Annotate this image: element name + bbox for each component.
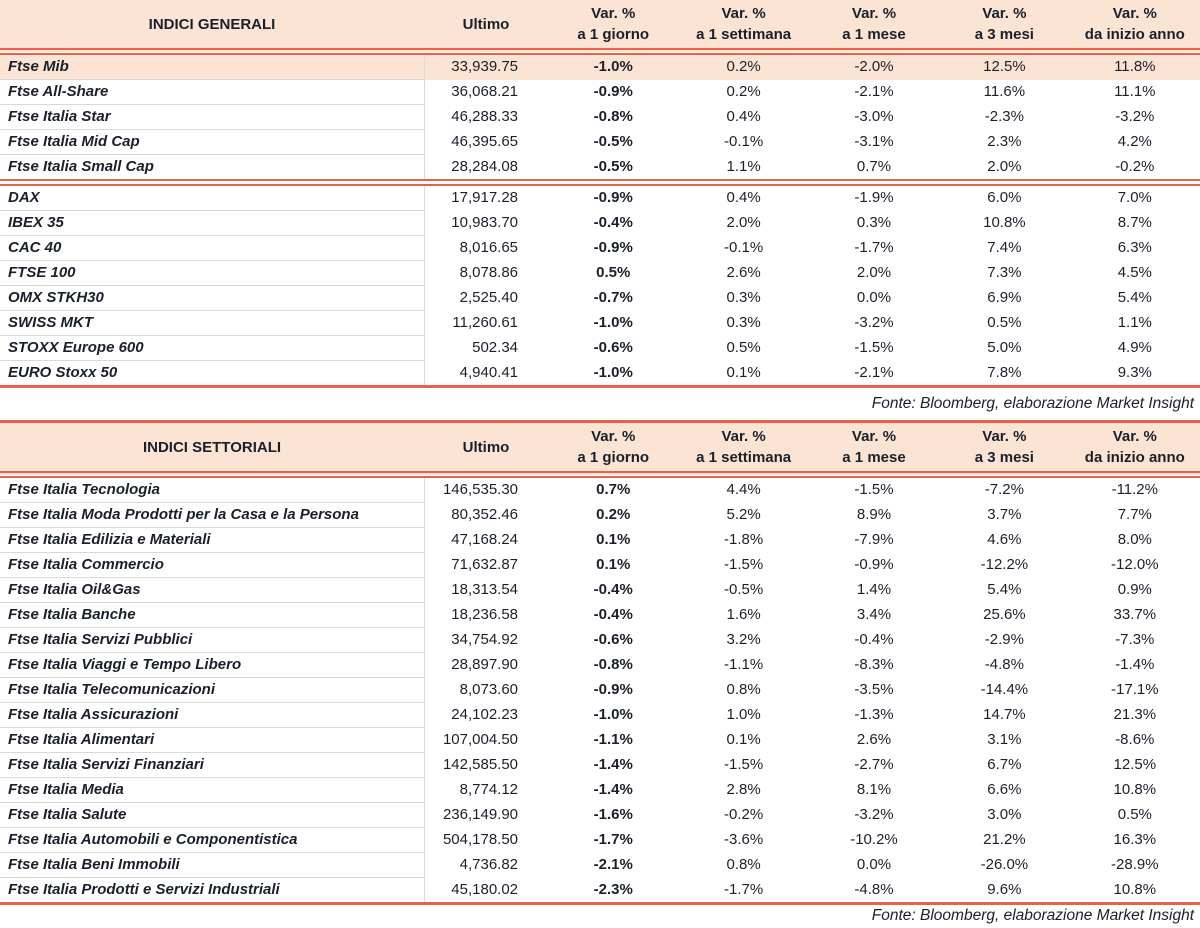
table-row	[0, 311, 1200, 336]
var-1month-cell: -3.5%	[854, 681, 894, 698]
var-ytd-cell: -0.2%	[1115, 157, 1155, 175]
var-1day-cell: -1.1%	[593, 731, 633, 748]
index-name-cell: Ftse Italia Telecomunicazioni	[0, 678, 424, 703]
var-1week-cell: 0.4%	[726, 108, 761, 125]
var-3month-cell: 0.5%	[987, 314, 1022, 331]
index-name-cell: Ftse Italia Salute	[0, 803, 424, 828]
index-name-cell: Ftse Italia Servizi Finanziari	[0, 753, 424, 778]
var-ytd-cell: 7.0%	[1070, 183, 1200, 211]
header-row	[0, 422, 1200, 475]
var-label: Var. %	[982, 428, 1027, 445]
var-3month-cell: 6.6%	[987, 781, 1022, 798]
period-label: a 1 mese	[842, 26, 906, 43]
var-1week-cell: 1.1%	[726, 157, 761, 175]
var-1week-cell: -1.7%	[678, 878, 808, 904]
var-1week-cell: 0.3%	[726, 289, 761, 306]
var-1week-cell: 0.1%	[726, 731, 761, 748]
var-1week-cell: -0.1%	[724, 133, 764, 150]
var-ytd-cell: -3.2%	[1115, 108, 1155, 125]
index-name-cell: Ftse Italia Edilizia e Materiali	[0, 528, 424, 553]
var-1week-cell: 2.6%	[726, 264, 761, 281]
column-header-var-ytd	[1070, 0, 1200, 52]
var-1month-cell: 1.4%	[856, 581, 892, 598]
var-ytd-cell: 16.3%	[1113, 831, 1157, 848]
period-label: da inizio anno	[1084, 449, 1185, 466]
index-name-cell: Ftse Italia Automobili e Componentistica	[0, 828, 424, 853]
column-header-var-1m	[809, 422, 939, 475]
column-header-var-1g	[548, 422, 678, 475]
var-1month-cell: -3.2%	[854, 806, 894, 823]
var-ytd-cell: 33.7%	[1113, 606, 1157, 623]
var-1week-cell: 3.2%	[726, 631, 761, 648]
ultimo-value-cell: 28,284.08	[451, 157, 519, 175]
var-1month-cell: -3.2%	[854, 314, 894, 331]
var-1month-cell: 8.9%	[856, 506, 892, 523]
table-row	[0, 578, 1200, 603]
indici-settoriali-rows	[0, 475, 1200, 904]
var-1day-cell: -0.9%	[548, 183, 678, 211]
var-1day-cell: -1.0%	[548, 361, 678, 387]
period-label: a 1 giorno	[577, 449, 650, 466]
index-name-cell: Ftse Italia Servizi Pubblici	[0, 628, 424, 653]
var-1month-cell: -2.1%	[854, 83, 894, 100]
period-label: a 3 mesi	[974, 26, 1034, 43]
var-1week-cell: -1.1%	[724, 656, 764, 673]
table-row	[0, 52, 1200, 80]
var-1day-cell: -0.4%	[593, 606, 633, 623]
var-ytd-cell: 4.5%	[1117, 264, 1152, 281]
ultimo-value-cell: 504,178.50	[442, 831, 519, 848]
var-label: Var. %	[591, 428, 636, 445]
var-label: Var. %	[591, 5, 636, 22]
var-ytd-cell: 12.5%	[1113, 756, 1157, 773]
var-3month-cell: 14.7%	[983, 706, 1026, 723]
index-name-cell: Ftse Italia Banche	[0, 603, 424, 628]
var-1week-cell: 0.2%	[678, 52, 808, 80]
var-1month-cell: 3.4%	[856, 606, 892, 623]
index-name-cell: STOXX Europe 600	[0, 336, 424, 361]
var-1day-cell: -0.8%	[593, 108, 633, 125]
var-1month-cell: -4.8%	[809, 878, 939, 904]
var-ytd-cell: -28.9%	[1111, 856, 1159, 873]
table-row	[0, 678, 1200, 703]
var-ytd-cell: 7.7%	[1117, 506, 1152, 523]
source-note: Fonte: Bloomberg, elaborazione Market Insight	[871, 907, 1194, 924]
ultimo-value-cell: 11,260.61	[452, 314, 519, 331]
var-1week-cell: -1.5%	[724, 556, 764, 573]
var-1week-cell: 2.0%	[726, 214, 761, 231]
index-name-cell: Ftse Italia Prodotti e Servizi Industriali	[0, 878, 424, 904]
var-1day-cell: -0.5%	[593, 157, 633, 175]
table-row	[0, 728, 1200, 753]
var-3month-cell: 10.8%	[983, 214, 1026, 231]
table-row	[0, 155, 1200, 183]
var-1day-cell: -1.4%	[593, 756, 633, 773]
table-row	[0, 528, 1200, 553]
period-label: a 1 settimana	[696, 26, 792, 43]
ultimo-value-cell: 45,180.02	[424, 878, 548, 904]
var-3month-cell: -2.3%	[984, 108, 1024, 125]
var-1day-cell: -1.4%	[593, 781, 633, 798]
column-header-ultimo: Ultimo	[424, 422, 548, 475]
var-1week-cell: 0.2%	[726, 83, 761, 100]
var-1month-cell: 0.0%	[856, 856, 892, 873]
var-1day-cell: -0.7%	[593, 289, 633, 306]
var-ytd-cell: -8.6%	[1115, 731, 1155, 748]
var-ytd-cell: 11.1%	[1114, 83, 1156, 100]
column-header-var-1m	[809, 0, 939, 52]
var-ytd-cell: -12.0%	[1111, 556, 1159, 573]
var-3month-cell: -2.9%	[984, 631, 1024, 648]
var-ytd-cell: 11.8%	[1070, 52, 1200, 80]
period-label: a 1 mese	[842, 449, 906, 466]
table-row	[0, 475, 1200, 503]
table-row	[0, 653, 1200, 678]
index-name-cell: Ftse Italia Viaggi e Tempo Libero	[0, 653, 424, 678]
var-1day-cell: -1.0%	[593, 314, 633, 331]
var-3month-cell: 6.7%	[987, 756, 1022, 773]
var-3month-cell: -14.4%	[980, 681, 1029, 698]
var-1day-cell: 0.7%	[596, 481, 631, 499]
var-ytd-cell: -7.3%	[1115, 631, 1155, 648]
var-ytd-cell: 5.4%	[1117, 289, 1152, 306]
var-ytd-cell: -11.2%	[1111, 481, 1158, 499]
var-3month-cell: 6.9%	[987, 289, 1022, 306]
var-3month-cell: -12.2%	[980, 556, 1029, 573]
column-header-var-3m	[939, 0, 1069, 52]
var-1week-cell: 4.4%	[726, 481, 761, 499]
table-row	[0, 753, 1200, 778]
var-ytd-cell: -1.4%	[1115, 656, 1155, 673]
var-1week-cell: 1.0%	[726, 706, 761, 723]
var-1day-cell: -0.5%	[593, 133, 633, 150]
var-label: Var. %	[1112, 428, 1157, 445]
indici-generali-header	[0, 0, 1200, 52]
var-1day-cell: 0.2%	[596, 506, 631, 523]
var-3month-cell: 6.0%	[939, 183, 1069, 211]
ultimo-value-cell: 36,068.21	[451, 83, 519, 100]
ultimo-value-cell: 8,774.12	[459, 781, 519, 798]
var-1day-cell: -0.6%	[593, 631, 633, 648]
var-ytd-cell: 0.5%	[1117, 806, 1152, 823]
var-1month-cell: 8.1%	[856, 781, 892, 798]
column-header-ultimo: Ultimo	[424, 0, 548, 52]
table-row	[0, 105, 1200, 130]
var-ytd-cell: 0.9%	[1117, 581, 1152, 598]
var-1day-cell: -2.1%	[593, 856, 633, 873]
table-row	[0, 778, 1200, 803]
index-name-cell: Ftse Italia Alimentari	[0, 728, 424, 753]
indici-generali-rows	[0, 52, 1200, 387]
column-header-var-1g	[548, 0, 678, 52]
var-label: Var. %	[851, 428, 897, 445]
var-3month-cell: 12.5%	[939, 52, 1069, 80]
table-row	[0, 286, 1200, 311]
var-1month-cell: 0.7%	[856, 157, 892, 175]
var-1day-cell: -0.9%	[593, 681, 633, 698]
column-header-var-1s	[678, 422, 808, 475]
index-name-cell: IBEX 35	[0, 211, 424, 236]
ultimo-value-cell: 17,917.28	[424, 183, 548, 211]
var-1month-cell: -2.1%	[809, 361, 939, 387]
var-1week-cell: -0.2%	[724, 806, 764, 823]
ultimo-value-cell: 8,016.65	[459, 239, 519, 256]
ultimo-value-cell: 2,525.40	[459, 289, 519, 306]
var-3month-cell: 21.2%	[983, 831, 1026, 848]
var-3month-cell: 2.3%	[987, 133, 1022, 150]
table-row	[0, 603, 1200, 628]
var-ytd-cell: 21.3%	[1113, 706, 1157, 723]
header-row	[0, 0, 1200, 52]
index-name-cell: CAC 40	[0, 236, 424, 261]
var-1week-cell: -1.5%	[724, 756, 764, 773]
var-1day-cell: -1.0%	[548, 52, 678, 80]
var-3month-cell: 4.6%	[987, 531, 1022, 548]
var-1month-cell: -3.1%	[854, 133, 894, 150]
var-3month-cell: 2.0%	[987, 157, 1022, 175]
table-row	[0, 553, 1200, 578]
var-1month-cell: -1.7%	[854, 239, 894, 256]
var-3month-cell: 7.8%	[939, 361, 1069, 387]
var-1month-cell: -1.9%	[809, 183, 939, 211]
table-row	[0, 183, 1200, 211]
var-3month-cell: 9.6%	[939, 878, 1069, 904]
index-name-cell: Ftse Italia Media	[0, 778, 424, 803]
var-1week-cell: -3.6%	[724, 831, 764, 848]
index-name-cell: Ftse Italia Tecnologia	[0, 475, 424, 503]
table-row	[0, 703, 1200, 728]
var-1week-cell: 0.4%	[678, 183, 808, 211]
var-ytd-cell: 1.1%	[1117, 314, 1152, 331]
table-row	[0, 261, 1200, 286]
ultimo-value-cell: 33,939.75	[424, 52, 548, 80]
var-1week-cell: 0.3%	[726, 314, 761, 331]
var-ytd-cell: 4.9%	[1117, 339, 1152, 356]
var-1day-cell: -0.6%	[593, 339, 633, 356]
var-3month-cell: 7.3%	[987, 264, 1022, 281]
table-row	[0, 130, 1200, 155]
var-1day-cell: 0.1%	[596, 556, 631, 573]
var-1month-cell: -10.2%	[850, 831, 898, 848]
table-row	[0, 828, 1200, 853]
var-ytd-cell: 6.3%	[1117, 239, 1152, 256]
var-1month-cell: -2.0%	[809, 52, 939, 80]
var-3month-cell: 3.0%	[987, 806, 1022, 823]
ultimo-value-cell: 146,535.30	[442, 481, 519, 499]
var-3month-cell: 3.7%	[987, 506, 1022, 523]
table-row	[0, 80, 1200, 105]
var-3month-cell: 3.1%	[987, 731, 1022, 748]
table-title: INDICI SETTORIALI	[0, 422, 424, 475]
column-header-var-1s	[678, 0, 808, 52]
ultimo-value-cell: 107,004.50	[442, 731, 519, 748]
var-1month-cell: 2.0%	[856, 264, 892, 281]
var-label: Var. %	[1112, 5, 1157, 22]
var-1month-cell: -7.9%	[854, 531, 894, 548]
var-1day-cell: 0.1%	[596, 531, 631, 548]
indici-generali-table	[0, 0, 1200, 388]
var-1day-cell: -0.8%	[593, 656, 633, 673]
var-ytd-cell: 8.0%	[1117, 531, 1152, 548]
var-1day-cell: -0.9%	[593, 239, 633, 256]
table-row	[0, 878, 1200, 904]
period-label: a 3 mesi	[974, 449, 1034, 466]
var-1month-cell: 0.3%	[856, 214, 892, 231]
var-1week-cell: -1.8%	[724, 531, 764, 548]
var-ytd-cell: 10.8%	[1070, 878, 1200, 904]
var-1month-cell: -1.5%	[854, 339, 894, 356]
column-header-var-3m	[939, 422, 1069, 475]
ultimo-value-cell: 46,395.65	[451, 133, 519, 150]
index-name-cell: Ftse All-Share	[0, 80, 424, 105]
var-1month-cell: -2.7%	[854, 756, 894, 773]
ultimo-value-cell: 8,073.60	[459, 681, 519, 698]
var-ytd-cell: -17.1%	[1111, 681, 1159, 698]
ultimo-value-cell: 10,983.70	[451, 214, 519, 231]
index-name-cell: OMX STKH30	[0, 286, 424, 311]
table-row	[0, 336, 1200, 361]
index-name-cell: FTSE 100	[0, 261, 424, 286]
var-label: Var. %	[982, 5, 1027, 22]
var-3month-cell: -7.2%	[984, 481, 1024, 499]
var-1day-cell: -1.0%	[593, 706, 633, 723]
ultimo-value-cell: 4,940.41	[424, 361, 548, 387]
index-name-cell: DAX	[0, 183, 424, 211]
table-row	[0, 503, 1200, 528]
ultimo-value-cell: 236,149.90	[442, 806, 519, 823]
var-ytd-cell: 8.7%	[1117, 214, 1152, 231]
var-1month-cell: -8.3%	[854, 656, 894, 673]
var-1month-cell: -1.3%	[854, 706, 894, 723]
var-1day-cell: -1.7%	[593, 831, 633, 848]
var-1day-cell: -0.4%	[593, 581, 633, 598]
table-row	[0, 628, 1200, 653]
var-1week-cell: 5.2%	[726, 506, 761, 523]
index-name-cell: Ftse Italia Moda Prodotti per la Casa e la Persona	[0, 503, 424, 528]
var-1month-cell: -1.5%	[854, 481, 894, 499]
var-3month-cell: 25.6%	[983, 606, 1026, 623]
ultimo-value-cell: 18,236.58	[451, 606, 519, 623]
ultimo-value-cell: 80,352.46	[451, 506, 519, 523]
var-1month-cell: -3.0%	[854, 108, 894, 125]
var-1week-cell: -0.5%	[724, 581, 764, 598]
var-label: Var. %	[721, 5, 766, 22]
column-header-var-ytd	[1070, 422, 1200, 475]
var-1day-cell: -1.6%	[593, 806, 633, 823]
var-1week-cell: 1.6%	[726, 606, 761, 623]
var-label: Var. %	[851, 5, 897, 22]
ultimo-value-cell: 8,078.86	[459, 264, 519, 281]
var-1week-cell: -0.1%	[724, 239, 764, 256]
source-note: Fonte: Bloomberg, elaborazione Market Insight	[871, 395, 1194, 412]
indici-settoriali-table	[0, 420, 1200, 905]
var-ytd-cell: 10.8%	[1113, 781, 1157, 798]
ultimo-value-cell: 71,632.87	[451, 556, 519, 573]
ultimo-value-cell: 4,736.82	[459, 856, 519, 873]
ultimo-value-cell: 47,168.24	[451, 531, 519, 548]
index-name-cell: Ftse Italia Star	[0, 105, 424, 130]
table-row	[0, 361, 1200, 387]
var-3month-cell: 5.4%	[987, 581, 1022, 598]
var-3month-cell: 7.4%	[987, 239, 1022, 256]
table-row	[0, 211, 1200, 236]
ultimo-value-cell: 28,897.90	[451, 656, 519, 673]
var-label: Var. %	[721, 428, 766, 445]
index-name-cell: Ftse Italia Assicurazioni	[0, 703, 424, 728]
index-name-cell: Ftse Italia Oil&Gas	[0, 578, 424, 603]
index-name-cell: Ftse Italia Mid Cap	[0, 130, 424, 155]
period-label: a 1 giorno	[577, 26, 650, 43]
period-label: da inizio anno	[1084, 26, 1185, 43]
var-3month-cell: -26.0%	[980, 856, 1029, 873]
index-name-cell: Ftse Mib	[0, 52, 424, 80]
var-ytd-cell: 4.2%	[1117, 133, 1152, 150]
var-1week-cell: 0.8%	[726, 681, 761, 698]
var-1week-cell: 0.1%	[678, 361, 808, 387]
var-1month-cell: 0.0%	[856, 289, 892, 306]
ultimo-value-cell: 142,585.50	[442, 756, 519, 773]
var-1week-cell: 2.8%	[726, 781, 761, 798]
index-name-cell: Ftse Italia Commercio	[0, 553, 424, 578]
period-label: a 1 settimana	[696, 449, 792, 466]
ultimo-value-cell: 34,754.92	[451, 631, 519, 648]
table-row	[0, 236, 1200, 261]
index-name-cell: Ftse Italia Beni Immobili	[0, 853, 424, 878]
var-3month-cell: 5.0%	[987, 339, 1022, 356]
var-3month-cell: 11.6%	[983, 83, 1026, 100]
indici-settoriali-header	[0, 422, 1200, 475]
index-name-cell: SWISS MKT	[0, 311, 424, 336]
var-ytd-cell: 9.3%	[1070, 361, 1200, 387]
ultimo-value-cell: 46,288.33	[451, 108, 519, 125]
table-title: INDICI GENERALI	[0, 0, 424, 52]
var-1month-cell: 2.6%	[856, 731, 892, 748]
var-3month-cell: -4.8%	[984, 656, 1024, 673]
var-1week-cell: 0.8%	[726, 856, 761, 873]
table-row	[0, 853, 1200, 878]
table-row	[0, 803, 1200, 828]
var-1month-cell: -0.9%	[854, 556, 894, 573]
var-1week-cell: 0.5%	[726, 339, 761, 356]
var-1month-cell: -0.4%	[854, 631, 894, 648]
var-1day-cell: -0.9%	[593, 83, 633, 100]
var-1day-cell: -0.4%	[593, 214, 633, 231]
var-1day-cell: -2.3%	[548, 878, 678, 904]
index-name-cell: Ftse Italia Small Cap	[0, 155, 424, 183]
index-name-cell: EURO Stoxx 50	[0, 361, 424, 387]
ultimo-value-cell: 18,313.54	[451, 581, 519, 598]
ultimo-value-cell: 24,102.23	[451, 706, 519, 723]
ultimo-value-cell: 502.34	[472, 339, 519, 356]
var-1day-cell: 0.5%	[596, 264, 631, 281]
